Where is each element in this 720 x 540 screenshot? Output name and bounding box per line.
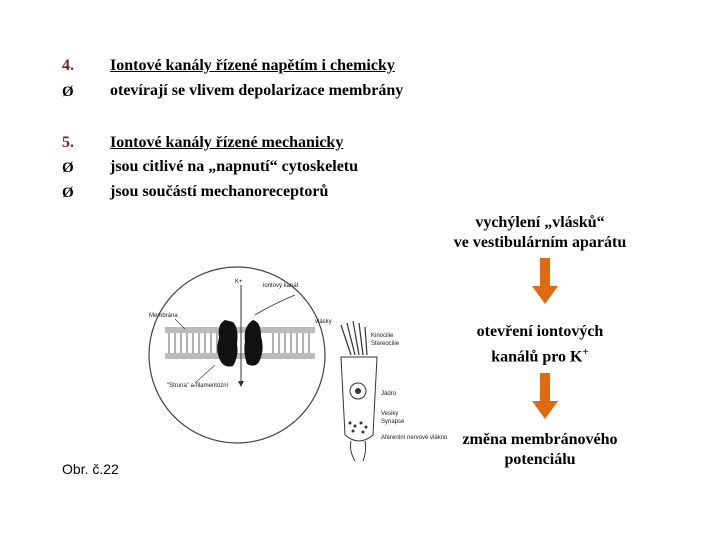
stereocilia-label: Stereocilie bbox=[371, 341, 400, 347]
item-5-text: Iontové kanály řízené mechanicky bbox=[110, 134, 344, 151]
item-5-detail-2: jsou součástí mechanoreceptorů bbox=[110, 183, 329, 200]
item-4-text: Iontové kanály řízené napětím i chemicky bbox=[110, 57, 395, 74]
hair-label: vlásky bbox=[315, 319, 332, 325]
flow-step-2 bbox=[420, 322, 660, 367]
ion-channel-label: iontový kanál bbox=[263, 283, 299, 289]
flow-step-3-line-1: změna membránového bbox=[462, 431, 618, 448]
flow-step-2-line-2-text: kanálů pro K bbox=[491, 348, 583, 366]
flow-step-2-line-2 bbox=[420, 342, 660, 367]
item-5-detail-1: jsou citlivé na „napnutí“ cytoskeletu bbox=[110, 158, 359, 175]
synapse-label: Synapse bbox=[381, 419, 405, 425]
item-4-marker: 4. bbox=[62, 57, 74, 74]
vesicles-label: Vesiky bbox=[381, 411, 399, 417]
flow-step-2-superscript: + bbox=[582, 346, 589, 358]
flow-step-3 bbox=[420, 430, 660, 470]
bullet-marker: Ø bbox=[62, 185, 74, 201]
nucleus-label: Jádro bbox=[381, 391, 397, 397]
item-5-marker: 5. bbox=[62, 134, 74, 151]
bullet-marker: Ø bbox=[62, 84, 74, 100]
arrow-down-icon bbox=[530, 258, 560, 306]
membrane-label: Membrána bbox=[149, 313, 178, 319]
kinocilium-label: Kinocilie bbox=[371, 333, 394, 339]
flow-step-1-line-2: ve vestibulárním aparátu bbox=[453, 234, 627, 251]
ion-channel-protein-left bbox=[217, 320, 237, 367]
afferent-label: Aferentní nervové vlákno bbox=[381, 435, 448, 441]
hair-cell-figure bbox=[145, 265, 448, 463]
string-label: "Struna" a-filamentózní bbox=[167, 383, 229, 389]
potassium-label: K+ bbox=[235, 279, 243, 285]
item-4-detail: otevírají se vlivem depolarizace membrány bbox=[110, 82, 404, 99]
figure-caption: Obr. č.22 bbox=[62, 461, 119, 477]
flow-step-1-line-1: vychýlení „vlásků“ bbox=[475, 214, 605, 231]
bullet-marker: Ø bbox=[62, 160, 74, 176]
arrow-down-icon bbox=[530, 373, 560, 421]
flow-step-2-line-1: otevření iontových bbox=[476, 323, 604, 340]
flow-step-3-line-2: potenciálu bbox=[504, 451, 576, 468]
flow-step-1 bbox=[420, 213, 660, 253]
